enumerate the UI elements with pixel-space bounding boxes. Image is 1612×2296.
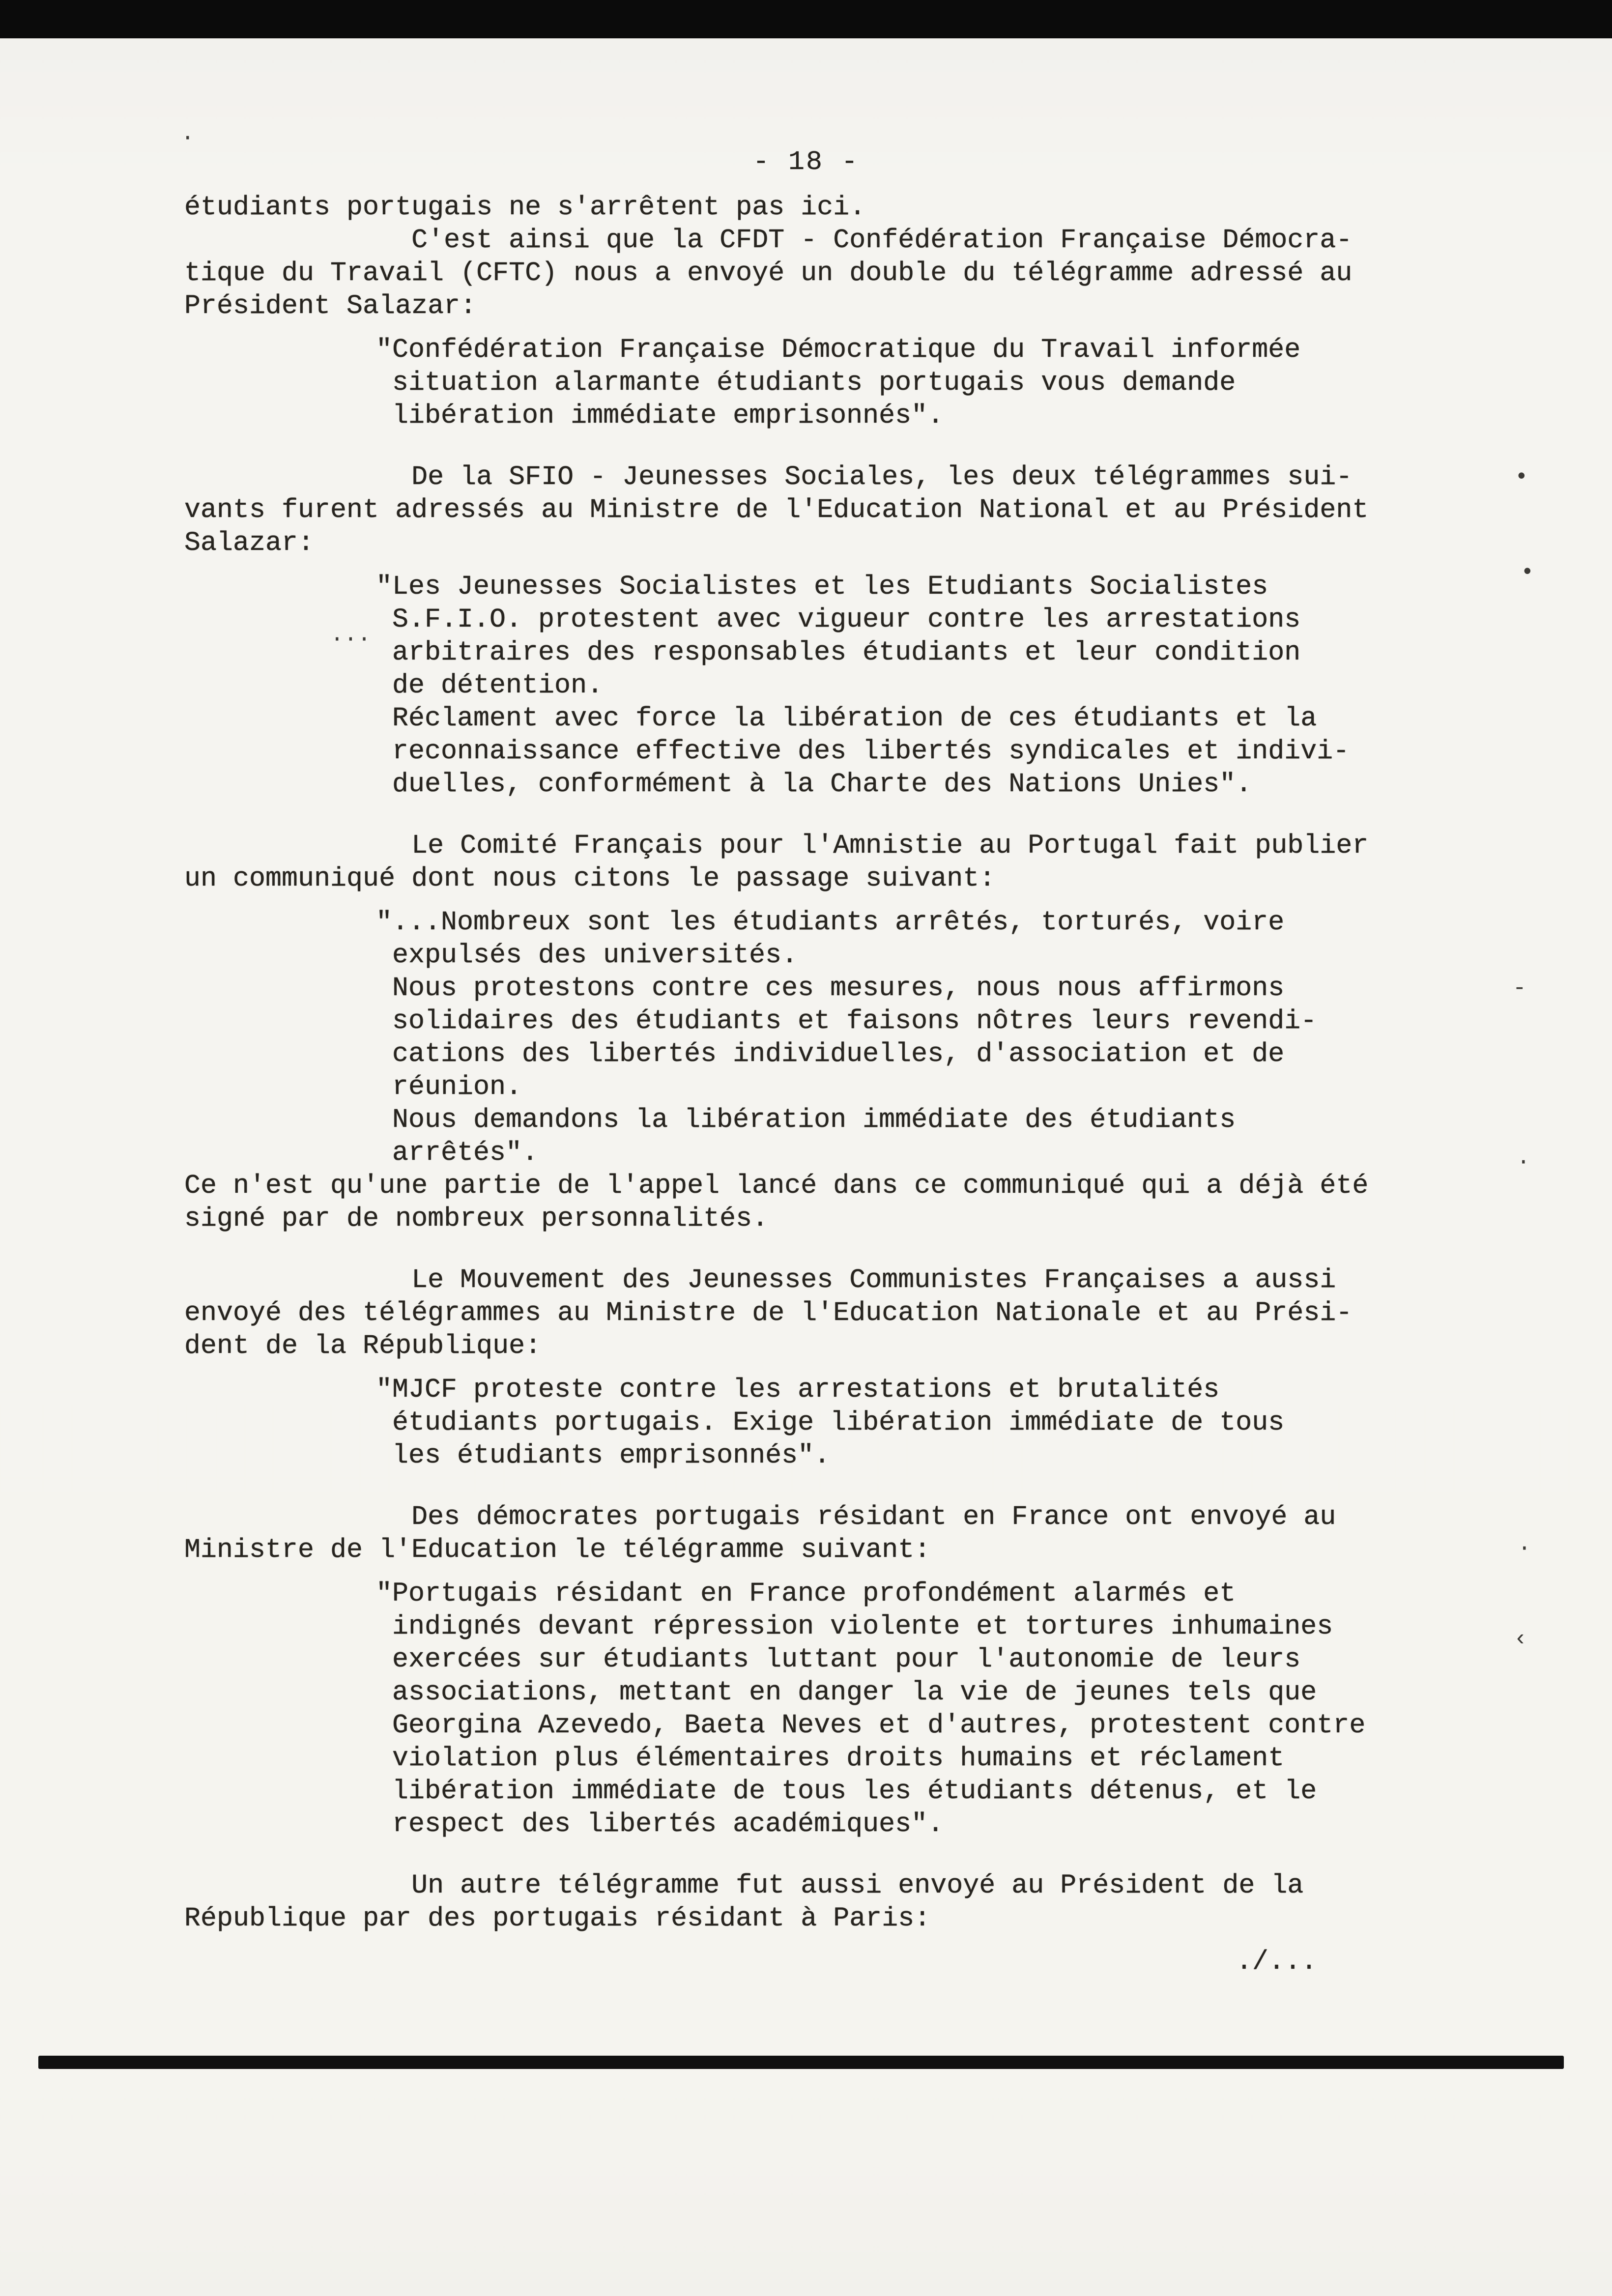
text-line: associations, mettant en danger la vie de jeunes tels que: [376, 1677, 1317, 1708]
text-line: libération immédiate emprisonnés".: [376, 400, 944, 431]
text-line: "Les Jeunesses Socialistes et les Etudiants Socialistes: [376, 571, 1268, 602]
document-body: [184, 191, 1575, 1935]
text-line: "Portugais résidant en France profondément alarmés et: [376, 1578, 1236, 1609]
scan-speck: -: [1513, 976, 1526, 1001]
text-line: République par des portugais résidant à Paris:: [184, 1903, 931, 1934]
telegram-quote-block: [184, 1373, 1575, 1472]
text-line: Ministre de l'Education le télégramme suivant:: [184, 1534, 931, 1565]
text-line: expulsés des universités.: [376, 940, 798, 971]
text-line: Nous protestons contre ces mesures, nous nous affirmons: [376, 973, 1285, 1004]
text-line: libération immédiate de tous les étudiants détenus, et le: [376, 1776, 1317, 1807]
paragraph-block: [184, 1263, 1575, 1362]
paragraph-block: [184, 191, 1575, 224]
text-line: indignés devant répression violente et tortures inhumaines: [376, 1611, 1333, 1642]
scan-artifact-bottom-rule: [38, 2056, 1564, 2069]
text-line: duelles, conformément à la Charte des Nations Unies".: [376, 769, 1252, 800]
page-number: - 18 -: [752, 146, 860, 177]
text-line: Salazar:: [184, 527, 315, 558]
text-line: étudiants portugais ne s'arrêtent pas ici.: [184, 192, 866, 223]
text-line: Ce n'est qu'une partie de l'appel lancé dans ce communiqué qui a déjà été: [184, 1170, 1369, 1201]
scan-speck: •: [1521, 560, 1534, 585]
text-line: arbitraires des responsables étudiants et leur condition: [376, 637, 1301, 668]
text-line: Un autre télégramme fut aussi envoyé au Président de la: [184, 1870, 1304, 1901]
text-line: Des démocrates portugais résidant en France ont envoyé au: [184, 1501, 1336, 1532]
scan-speck: ·: [1518, 1536, 1531, 1561]
text-line: reconnaissance effective des libertés syndicales et indivi-: [376, 736, 1350, 767]
text-line: Le Comité Français pour l'Amnistie au Portugal fait publier: [184, 830, 1369, 861]
text-line: situation alarmante étudiants portugais vous demande: [376, 367, 1236, 398]
text-line: arrêtés".: [376, 1137, 539, 1168]
text-line: De la SFIO - Jeunesses Sociales, les deux télégrammes sui-: [184, 461, 1353, 492]
paragraph-block: [184, 1169, 1575, 1235]
paragraph-block: [184, 224, 1575, 322]
paragraph-block: [184, 460, 1575, 559]
scan-speck: ···: [330, 627, 371, 652]
telegram-quote-block: [184, 333, 1575, 432]
text-line: "...Nombreux sont les étudiants arrêtés, torturés, voire: [376, 907, 1285, 938]
text-line: Président Salazar:: [184, 290, 477, 321]
text-line: vants furent adressés au Ministre de l'Education National et au Président: [184, 494, 1369, 525]
text-line: dent de la République:: [184, 1330, 542, 1361]
text-line: les étudiants emprisonnés".: [376, 1440, 831, 1471]
text-line: S.F.I.O. protestent avec vigueur contre les arrestations: [376, 604, 1301, 635]
text-line: de détention.: [376, 670, 604, 701]
paragraph-block: [184, 829, 1575, 895]
text-line: signé par de nombreux personnalités.: [184, 1203, 769, 1234]
text-line: exercées sur étudiants luttant pour l'autonomie de leurs: [376, 1644, 1301, 1675]
text-line: tique du Travail (CFTC) nous a envoyé un double du télégramme adressé au: [184, 258, 1353, 288]
scan-speck: ·: [181, 125, 195, 151]
text-line: solidaires des étudiants et faisons nôtres leurs revendi-: [376, 1005, 1317, 1036]
paragraph-block: [184, 1500, 1575, 1566]
continuation-mark: ./...: [1236, 1946, 1318, 1977]
text-line: Nous demandons la libération immédiate des étudiants: [376, 1104, 1236, 1135]
telegram-quote-block: [184, 906, 1575, 1169]
text-line: réunion.: [376, 1071, 522, 1102]
text-line: étudiants portugais. Exige libération immédiate de tous: [376, 1407, 1285, 1438]
text-line: cations des libertés individuelles, d'association et de: [376, 1038, 1285, 1069]
paragraph-block: [184, 1869, 1575, 1935]
text-line: "MJCF proteste contre les arrestations et brutalités: [376, 1374, 1220, 1405]
telegram-quote-block: [184, 1577, 1575, 1840]
text-line: envoyé des télégrammes au Ministre de l'Education Nationale et au Prési-: [184, 1297, 1353, 1328]
text-line: Georgina Azevedo, Baeta Neves et d'autres, protestent contre: [376, 1710, 1366, 1741]
text-line: violation plus élémentaires droits humains et réclament: [376, 1743, 1285, 1774]
text-line: Le Mouvement des Jeunesses Communistes Françaises a aussi: [184, 1264, 1336, 1295]
text-line: un communiqué dont nous citons le passage suivant:: [184, 863, 996, 894]
scan-speck: •: [1515, 464, 1528, 490]
scan-artifact-top-bar: [0, 0, 1612, 38]
scan-speck: ‹: [1514, 1626, 1527, 1652]
scan-speck: ·: [1517, 1149, 1530, 1175]
text-line: Réclament avec force la libération de ces étudiants et la: [376, 703, 1317, 734]
text-line: C'est ainsi que la CFDT - Confédération Française Démocra-: [184, 225, 1353, 256]
text-line: respect des libertés académiques".: [376, 1808, 944, 1839]
text-line: "Confédération Française Démocratique du Travail informée: [376, 334, 1301, 365]
telegram-quote-block: [184, 570, 1575, 801]
